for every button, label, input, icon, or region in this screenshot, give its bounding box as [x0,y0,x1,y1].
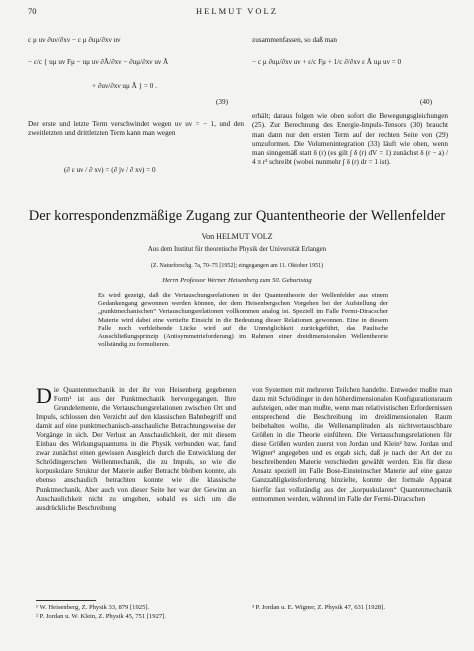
equation-39-line2: − ε/c { uμ uν Fμ − uμ uν ∂Ã/∂xν − ∂uμ/∂xν uν Ã [28,58,169,66]
body-left-text: ie Quantenmechanik in der ihr von Heisenberg gegebenen Form¹ ist aus der Punktmechanik hervorgegangen. Ihre Grundelemente, die Vertauschungsrelationen zwischen Ort und Impuls, schlossen den Verzicht auf den klassischen Bahnbegriff und damit auf eine punktmechanisch-anschauliche Betrachtungsweise der Vorgänge in sich. Der Verlust an Anschaulichkeit, der mit diesem Einbau des Wirkungsquantums in die Physik verbunden war, fand zwar zunächst einen gewissen Ausgleich durch die Entwicklung der Schrödingerschen Wellenmechanik, die zu Impuls, so wie die korpuskulare Struktur der Materie außer Betracht bleiben konnte, als ebenso anschaulich betrachten konnte wie die klassische Punktmechanik. Aber auch von dieser Seite her war der Gewinn an Anschaulichkeit nicht zu umgehen, sobald es sich um die ausdrückliche Beschreibung [36,386,236,512]
article-received: (Z. Naturforschg. 7a, 70–75 [1952]; eingegangen am 11. Oktober 1951) [150,263,324,269]
footnote-2: ² P. Jordan u. W. Klein, Z. Physik 45, 751 [1927]. [36,613,167,620]
footnote-3: ³ P. Jordan u. E. Wigner, Z. Physik 47, 631 [1928]. [252,604,386,611]
running-title: HELMUT VOLZ [196,6,278,16]
equation-39-line1: c μ uν ∂uν/∂xν − c μ ∂uμ/∂xν uν [28,36,121,44]
paragraph-energy-tensor: erhält; daraus folgen wie oben sofort die Bewegungsgleichungen (25). Zur Berechnung des Energie-Impuls-Tensors (30) braucht man dann nur den ersten Term auf der rechten Seite von (29) umzuformen. Die Volumenintegration (33) läuft wie oben, wenn man sinngemäß statt δ (r) (es gilt ∫ δ (r) dV = 1) zunächst δ (r − a) / 4 π r² schreibt (wobei nunmehr ∫ δ (r) dr = 1 ist). [252,112,448,167]
footnote-1: ¹ W. Heisenberg, Z. Physik 33, 879 [1925]. [36,604,150,611]
footnote-rule [36,600,96,601]
page-number: 70 [28,6,37,16]
body-column-right: von Systemen mit mehreren Teilchen handelte. Entweder mußte man dazu mit Schrödinger in den höherdimensionalen Konfigurationsraum aufsteigen, oder man mußte, wenn man relativistischen Erfordernissen entsprechend die Beschreibung im dreidimensionalen Raum beibehalten wollte, die Wellenamplituden als nichtvertauschbare Größen in die Theorie einführen. Die Vertauschungsrelationen für diese Größen wurden zuerst von Jordan und Klein² bzw. Jordan und Wigner³ angegeben und es ergab sich, daß je nach der Art der zu beschreibenden Materie verschieden gewählt werden. Ein für diese Ansatz speziell im Falle Bose-Einsteinscher Materie auf eine ganze Ganzzahligkeitsforderung hinzielte, konnte der formale Apparat hierfür fast vollständig aus der „korpuskularen“ Quantenmechanik entnommen werden, während im Falle der Fermi-Diracschen [252,386,452,503]
article-title: Der korrespondenzmäßige Zugang zur Quantentheorie der Wellenfelder [28,208,446,224]
article-abstract: Es wird gezeigt, daß die Vertauschungsrelationen in der Quantentheorie der Wellenfelder aus einem Gedankengang gewonnen werden können, der dem Heisenbergschen Vorgehen bei der Aufstellung der „punktmechanischen“ Vertauschungsrelationen vollkommen analog ist. Speziell im Falle Fermi-Diracscher Materie wird dabei eine vertiefte Einsicht in die Bedeutung dieser Relationen gewonnen. Eine in diesem Falle noch verbleibende Lücke wird auf die Unmöglichkeit zurückgeführt, das Paulische Ausschließungsprinzip (Antisymmetrieforderung) im Rahmen einer dreidimensionalen Wellentheorie vollständig zu formulieren. [98,292,388,349]
article-author: Von HELMUT VOLZ [201,232,273,241]
equation-39-line3: + ∂uν/∂xν uμ Ã } = 0 . [92,82,157,90]
equation-40-number: (40) [420,98,432,106]
equation-39-number: (39) [216,98,228,106]
equation-continuity: (∂ ε uν / ∂ xν) = (∂ jν / ∂ xν) = 0 [64,166,156,174]
equation-40: − c μ ∂uμ/∂xν uν + ε/c Fμ + 1/c ∂/∂xν ε Ã uμ uν = 0 [252,58,402,66]
drop-cap: D [36,383,52,408]
paragraph-intro: zusammenfassen, so daß man [252,36,338,44]
article-dedication: Herrn Professor Werner Heisenberg zum 50. Geburtstag [162,277,312,284]
article-affiliation: Aus dem Institut für theoretische Physik der Universität Erlangen [147,246,327,253]
body-column-left [36,383,236,513]
paragraph-term-vanish: Der erste und letzte Term verschwindet wegen uν uν = − 1, und den zweitletzten und drittletzten Term kann man wegen [28,120,244,138]
